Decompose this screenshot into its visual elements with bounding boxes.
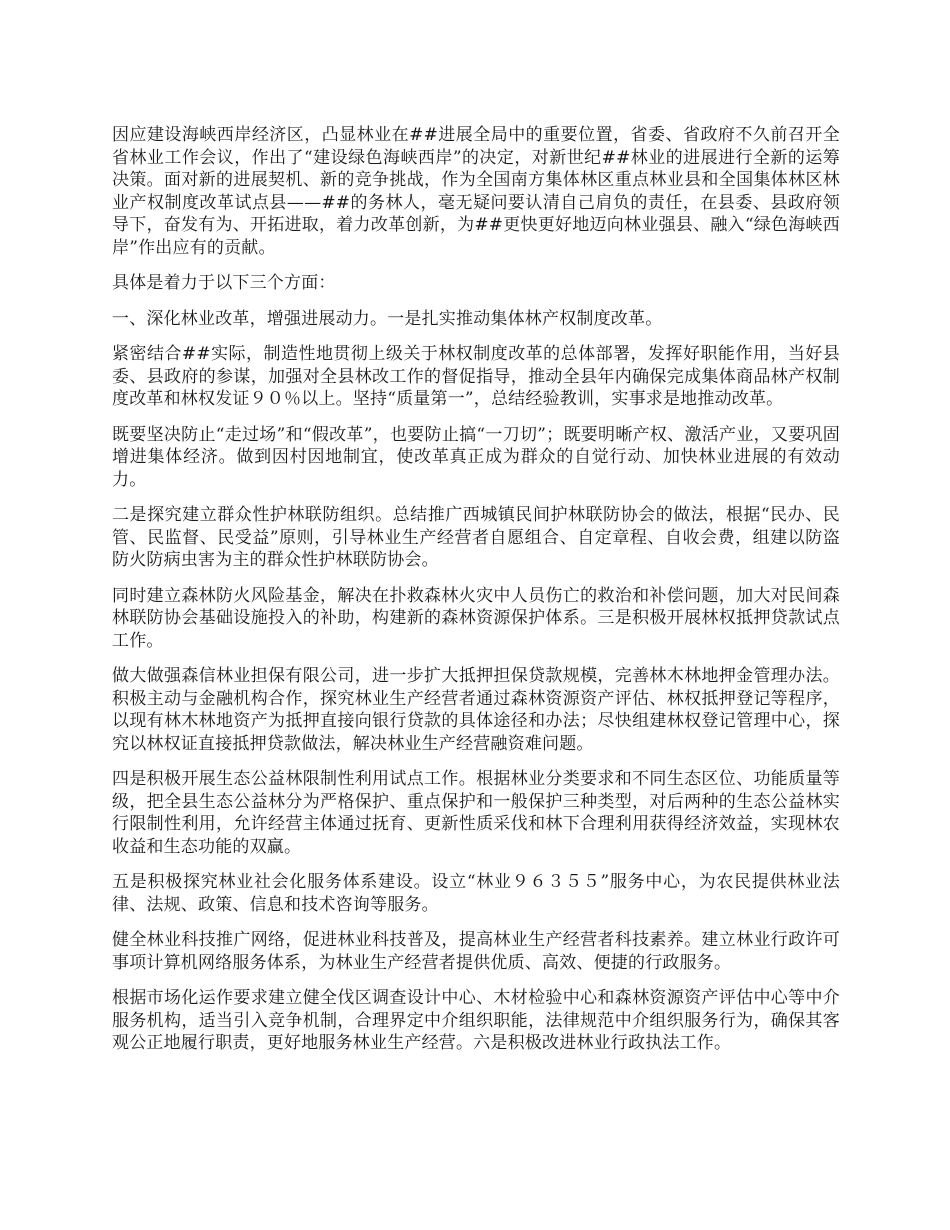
document-page [112, 124, 840, 1068]
paragraph-service-system: 五是积极探究林业社会化服务体系建设。设立“林业９６３５５”服务中心，为农民提供林业法律、法规、政策、信息和技术咨询等服务。 [112, 872, 840, 915]
paragraph-three-aspects: 具体是着力于以下三个方面： [112, 273, 336, 293]
paragraph-forest-protection-association: 二是探究建立群众性护林联防组织。总结推广西城镇民间护林联防协会的做法，根据“民办、民管、民监督、民受益”原则，引导林业生产经营者自愿组合、自定章程、自收会费，组建以防盗防火防病虫害为主的群众性护林联防协会。 [112, 505, 840, 570]
paragraph-forest-rights-reform: 紧密结合##实际，制造性地贯彻上级关于林权制度改革的总体部署，发挥好职能作用，当好县委、县政府的参谋，加强对全县林改工作的督促指导，推动全县年内确保完成集体商品林产权制度改革和林权发证９０％以上。坚持“质量第一”，总结经验教训，实事求是地推动改革。 [112, 344, 840, 409]
paragraph-guarantee-company: 做大做强森信林业担保有限公司，进一步扩大抵押担保贷款规模，完善林木林地押金管理办法。积极主动与金融机构合作，探究林业生产经营者通过森林资源资产评估、林权抵押登记等程序，以现有林木林地资产为抵押直接向银行贷款的具体途径和办法；尽快组建林权登记管理中心，探究以林权证直接抵押贷款做法，解决林业生产经营融资难问题。 [112, 666, 840, 754]
paragraph-avoid-formalism: 既要坚决防止“走过场”和“假改革”，也要防止搞“一刀切”；既要明晰产权、激活产业，又要巩固增进集体经济。做到因村因地制宜，使改革真正成为群众的自觉行动、加快林业进展的有效动力。 [112, 424, 840, 490]
paragraph-tech-promotion: 健全林业科技推广网络，促进林业科技普及，提高林业生产经营者科技素养。建立林业行政许可事项计算机网络服务体系，为林业生产经营者提供优质、高效、便捷的行政服务。 [112, 930, 840, 973]
paragraph-fire-risk-fund: 同时建立森林防火风险基金，解决在扑救森林火灾中人员伤亡的救治和补偿问题，加大对民间森林联防协会基础设施投入的补助，构建新的森林资源保护体系。三是积极开展林权抵押贷款试点工作。 [112, 585, 840, 651]
paragraph-intro: 因应建设海峡西岸经济区，凸显林业在##进展全局中的重要位置，省委、省政府不久前召开全省林业工作会议，作出了“建设绿色海峡西岸”的决定，对新世纪##林业的进展进行全新的运筹决策。面对新的进展契机、新的竞争挑战，作为全国南方集体林区重点林业县和全国集体林区林业产权制度改革试点县——##的务林人，毫无疑问要认清自己肩负的责任，在县委、县政府领导下，奋发有为、开拓进取，着力改革创新，为##更快更好地迈向林业强县、融入“绿色海峡西岸”作出应有的贡献。 [112, 125, 840, 258]
paragraph-ecological-forest: 四是积极开展生态公益林限制性利用试点工作。根据林业分类要求和不同生态区位、功能质量等级，把全县生态公益林分为严格保护、重点保护和一般保护三种类型，对后两种的生态公益林实行限制性利用，允许经营主体通过抚育、更新性质采伐和林下合理利用获得经济效益，实现林农收益和生态功能的双赢。 [112, 769, 840, 857]
paragraph-section-one-heading: 一、深化林业改革，增强进展动力。一是扎实推动集体林产权制度改革。 [112, 308, 663, 329]
paragraph-intermediary-services: 根据市场化运作要求建立健全伐区调查设计中心、木材检验中心和森林资源资产评估中心等中介服务机构，适当引入竞争机制，合理界定中介组织职能，法律规范中介组织服务行为，确保其客观公正地履行职责，更好地服务林业生产经营。六是积极改进林业行政执法工作。 [112, 988, 840, 1053]
